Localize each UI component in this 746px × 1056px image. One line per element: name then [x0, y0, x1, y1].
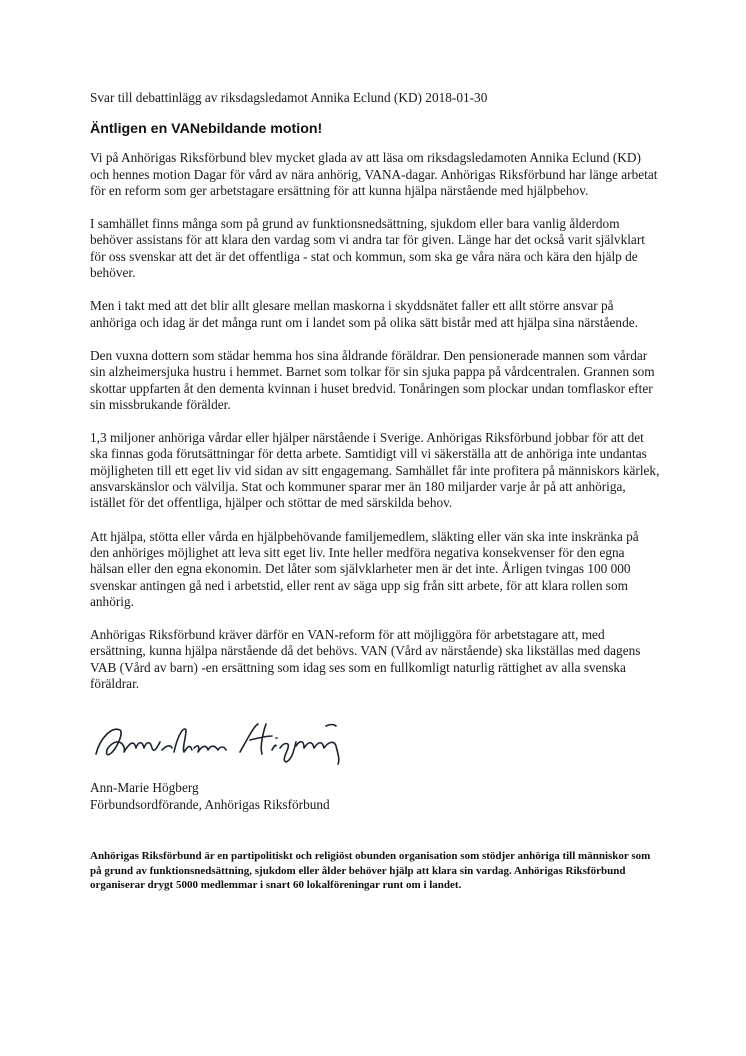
letter-body: [90, 90, 660, 904]
handwritten-signature: [90, 716, 360, 766]
paragraph: 1,3 miljoner anhöriga vårdar eller hjälper närstående i Sverige. Anhörigas Riksförbund jobbar för att det ska finnas goda förutsättningar för detta arbete. Samtidigt vill vi säkerställa att de anhöriga inte undantas möjligheten till ett eget liv vid sidan av sitt engagemang. Samhället får inte profitera på människors kärlek, ansvarskänslor och välvilja. Stat och kommuner sparar mer än 180 miljarder varje år på att anhöriga, istället för det offentliga, hjälper och stöttar de med särskilda behov.: [90, 430, 660, 511]
paragraph: Vi på Anhörigas Riksförbund blev mycket glada av att läsa om riksdagsledamoten Annika Eclund (KD) och hennes motion Dagar för vård av nära anhörig, VANA-dagar. Anhörigas Riksförbund har länge arbetat för en reform som ger arbetstagare ersättning för att kunna hjälpa närstående med hjälpbehov.: [90, 150, 658, 198]
organization-footer: Anhörigas Riksförbund är en partipolitiskt och religiöst obunden organisation som stödjer anhöriga till människor som på grund av funktionsnedsättning, sjukdom eller ålder behöver hjälp att klara sin vardag. Anhörigas Riksförbund organiserar drygt 5000 medlemmar i snart 60 lokalföreningar runt om i landet.: [90, 849, 651, 892]
paragraph: Den vuxna dottern som städar hemma hos sina åldrande föräldrar. Den pensionerade mannen som vårdar sin alzheimersjuka hustru i hemmet. Barnet som tolkar för sin sjuka pappa på vårdcentralen. Grannen som skottar uppfarten åt den dementa kvinnan i huset bredvid. Tonåringen som plockar undan tomflaskor efter sin missbrukande förälder.: [90, 347, 655, 412]
paragraph: Anhörigas Riksförbund kräver därför en VAN-reform för att möjliggöra för arbetstagare att, med ersättning, kunna hjälpa närstående då det behövs. VAN (Vård av närstående) ska likställas med dagens VAB (Vård av barn) -en ersättning som idag ses som en fullkomligt naturlig rättighet av alla svenska föräldrar.: [90, 627, 641, 692]
signer-name: Ann-Marie Högberg: [90, 780, 199, 796]
paragraph: Att hjälpa, stötta eller vårda en hjälpbehövande familjemedlem, släkting eller vän ska inte inskränka på den anhöriges möjlighet att leva sitt eget liv. Inte heller medföra negativa konsekvenser för den egna hälsan eller den egna ekonomin. Det låter som självklarheter men är det inte. Årligen tvingas 100 000 svenskar antingen gå ned i arbetstid, eller rent av säga upp sig från sitt arbete, för att klara rollen som anhörig.: [90, 528, 639, 609]
letter-title: Äntligen en VANebildande motion!: [90, 121, 323, 138]
paragraph: Men i takt med att det blir allt glesare mellan maskorna i skyddsnätet faller ett allt större ansvar på anhöriga och idag är det många runt om i landet som på olika sätt bistår med att hjälpa sina närstående.: [90, 298, 638, 330]
letter-intro: Svar till debattinlägg av riksdagsledamot Annika Eclund (KD) 2018-01-30: [90, 90, 488, 105]
signer-role: Förbundsordförande, Anhörigas Riksförbund: [90, 796, 330, 812]
paragraph: I samhället finns många som på grund av funktionsnedsättning, sjukdom eller bara vanlig ålderdom behöver assistans för att klara den vardag som vi andra tar för given. Länge har det också varit självklart för oss svenskar att det är det offentliga - stat och kommun, som ska ge våra nära och kära den hjälp de behöver.: [90, 216, 645, 281]
